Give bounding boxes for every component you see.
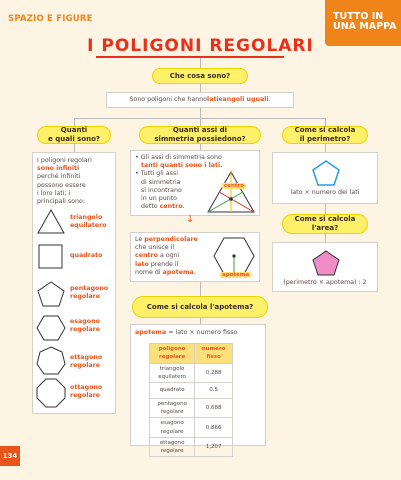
table-row	[150, 437, 233, 456]
shape-name: ottagono	[70, 384, 103, 391]
area-formula: (perimetro × apotema) : 2	[283, 279, 367, 286]
table-row	[150, 418, 233, 437]
definition-text: .	[268, 95, 271, 103]
connector	[200, 118, 201, 126]
connector	[74, 144, 75, 152]
pentagon-blue-icon	[311, 159, 341, 187]
header-line: regolare	[159, 354, 186, 361]
apotema-highlight: centro	[135, 252, 158, 260]
shape-name: quadrato	[70, 252, 103, 259]
page-title: I POLIGONI REGOLARI	[87, 36, 314, 56]
corner-line-1: TUTTO IN	[333, 11, 384, 22]
apotema-formula	[135, 329, 261, 337]
symmetry-line: tanti quanti sono i lati.	[141, 162, 223, 170]
question-line: il perimetro?	[299, 135, 351, 143]
apotema-text: prende il	[148, 260, 179, 268]
apotema-text: .	[193, 268, 196, 276]
cell-text: triangolo	[159, 365, 185, 372]
hexagon-apotema-diagram	[212, 236, 256, 276]
hexagon-icon	[36, 314, 66, 342]
section-label: SPAZIO E FIGURE	[8, 14, 93, 24]
cell-text: equilatero	[158, 373, 187, 380]
apotema-formula-box	[130, 324, 266, 455]
shape-name: regolare	[70, 362, 100, 369]
apotema-line: che unisce il	[135, 244, 175, 252]
symmetry-line: in un punto	[141, 195, 178, 203]
table-row	[150, 399, 233, 418]
question-line: simmetria possiedono?	[154, 135, 246, 143]
question-area	[282, 214, 368, 234]
fixed-number-table	[149, 343, 233, 457]
triangle-axes-diagram	[206, 170, 256, 214]
table-header	[150, 344, 195, 363]
apotema-text: a ogni	[157, 252, 180, 260]
shape-name: triangolo	[70, 214, 103, 221]
question-perimeter	[282, 126, 368, 144]
pentagon-pink-icon	[311, 249, 341, 277]
cell-value: 0,688	[195, 399, 233, 418]
symmetry-text: Tutti gli assi	[140, 170, 178, 178]
question-line: Come si calcola	[294, 126, 356, 134]
perimeter-formula: lato × numero dei lati	[290, 189, 360, 196]
list-intro-line: sono infiniti	[37, 165, 80, 173]
apotema-text: nome di	[135, 268, 163, 276]
symmetry-text: detto	[141, 203, 160, 211]
perimeter-box	[272, 152, 378, 204]
list-intro-line: possono essere	[37, 181, 86, 189]
formula-text: = lato × numero fisso	[166, 329, 238, 336]
question-line: Quanti	[60, 126, 88, 134]
shape-label-heptagon	[70, 354, 102, 370]
cell-text: regolare	[160, 409, 184, 416]
center-word: centro	[159, 203, 183, 211]
apotema-highlight: apotema	[162, 268, 194, 276]
cell-text: quadrato	[159, 387, 185, 394]
question-sides	[37, 126, 111, 144]
shape-name: pentagono	[70, 285, 109, 292]
connector	[325, 204, 326, 214]
definition-highlight: angoli uguali	[222, 95, 269, 103]
pentagon-icon	[36, 280, 66, 308]
shape-name: esagono	[70, 318, 100, 325]
connector	[200, 84, 201, 92]
symmetry-line: • Tutti gli assi	[135, 170, 178, 178]
cell-text: pentagono	[157, 401, 187, 408]
shape-label-square	[70, 252, 102, 260]
arrow-down-icon: ↓	[186, 214, 195, 225]
connector	[325, 234, 326, 242]
apotema-tag: apotema	[222, 272, 250, 278]
shape-name: regolare	[70, 293, 100, 300]
apotema-highlight: lato	[135, 260, 149, 268]
connector	[325, 118, 326, 126]
shape-label-triangle	[70, 214, 107, 230]
question-line: e quali sono?	[48, 135, 100, 143]
apotema-highlight: perpendicolare	[144, 236, 198, 243]
connector	[325, 144, 326, 152]
cell-value: 0,866	[195, 418, 233, 437]
question-line: Come si calcola	[294, 215, 356, 223]
formula-term: apotema	[135, 329, 167, 336]
list-intro-line: perché infiniti	[37, 173, 81, 181]
definition-highlight: lati	[207, 95, 219, 103]
shape-name: regolare	[70, 392, 100, 399]
cell-text: regolare	[160, 448, 184, 455]
cell-value: 0,5	[195, 383, 233, 399]
corner-line-2: UNA MAPPA	[333, 21, 397, 32]
definition-box	[106, 92, 294, 108]
header-line: numero	[201, 346, 226, 353]
cell-value: 1,207	[195, 437, 233, 456]
table-header	[195, 344, 233, 363]
table-row	[150, 383, 233, 399]
shape-name: regolare	[70, 326, 100, 333]
shape-label-hexagon	[70, 318, 100, 334]
shape-name: equilatero	[70, 222, 107, 229]
square-icon	[38, 244, 64, 270]
octagon-icon	[36, 378, 66, 408]
list-intro-line: I poligoni regolari	[37, 157, 92, 164]
symmetry-text: Gli assi di simmetria sono	[140, 154, 222, 161]
question-what: Che cosa sono?	[152, 68, 248, 84]
symmetry-line: di simmetria	[141, 178, 181, 186]
apotema-text: Le	[135, 236, 145, 243]
title-underline	[96, 56, 284, 58]
symmetry-line: • Gli assi di simmetria sono	[135, 154, 222, 161]
table-row	[150, 363, 233, 382]
header-line: poligono	[158, 346, 186, 353]
cell-text: esagono	[160, 420, 184, 427]
cell-text: regolare	[160, 428, 184, 435]
connector	[74, 118, 75, 126]
definition-text: Sono poligoni che hanno	[129, 95, 208, 103]
question-line: Quanti assi di	[172, 126, 228, 134]
list-intro-line: i loro lati; i	[37, 189, 71, 197]
page-number: 134	[0, 446, 20, 466]
area-box	[272, 242, 378, 292]
symmetry-line: si incontrano	[141, 186, 182, 194]
shape-name: ettagono	[70, 354, 103, 361]
shape-label-octagon	[70, 384, 102, 400]
triangle-icon	[36, 208, 66, 236]
question-line: l'area?	[311, 224, 339, 232]
question-apotema: Come si calcola l'apotema?	[132, 296, 268, 318]
symmetry-text: .	[182, 203, 185, 211]
connector	[200, 58, 201, 68]
definition-text: e	[218, 95, 223, 103]
shape-label-pentagon	[70, 285, 108, 301]
list-intro-line: principali sono:	[37, 198, 85, 206]
header-line: fisso	[206, 354, 221, 361]
cell-text: ottagono	[159, 439, 185, 446]
question-axes	[139, 126, 261, 144]
cell-value: 0,288	[195, 363, 233, 382]
center-tag: centro	[224, 183, 245, 189]
heptagon-icon	[36, 346, 66, 376]
connector	[200, 108, 201, 118]
connector	[200, 282, 201, 296]
